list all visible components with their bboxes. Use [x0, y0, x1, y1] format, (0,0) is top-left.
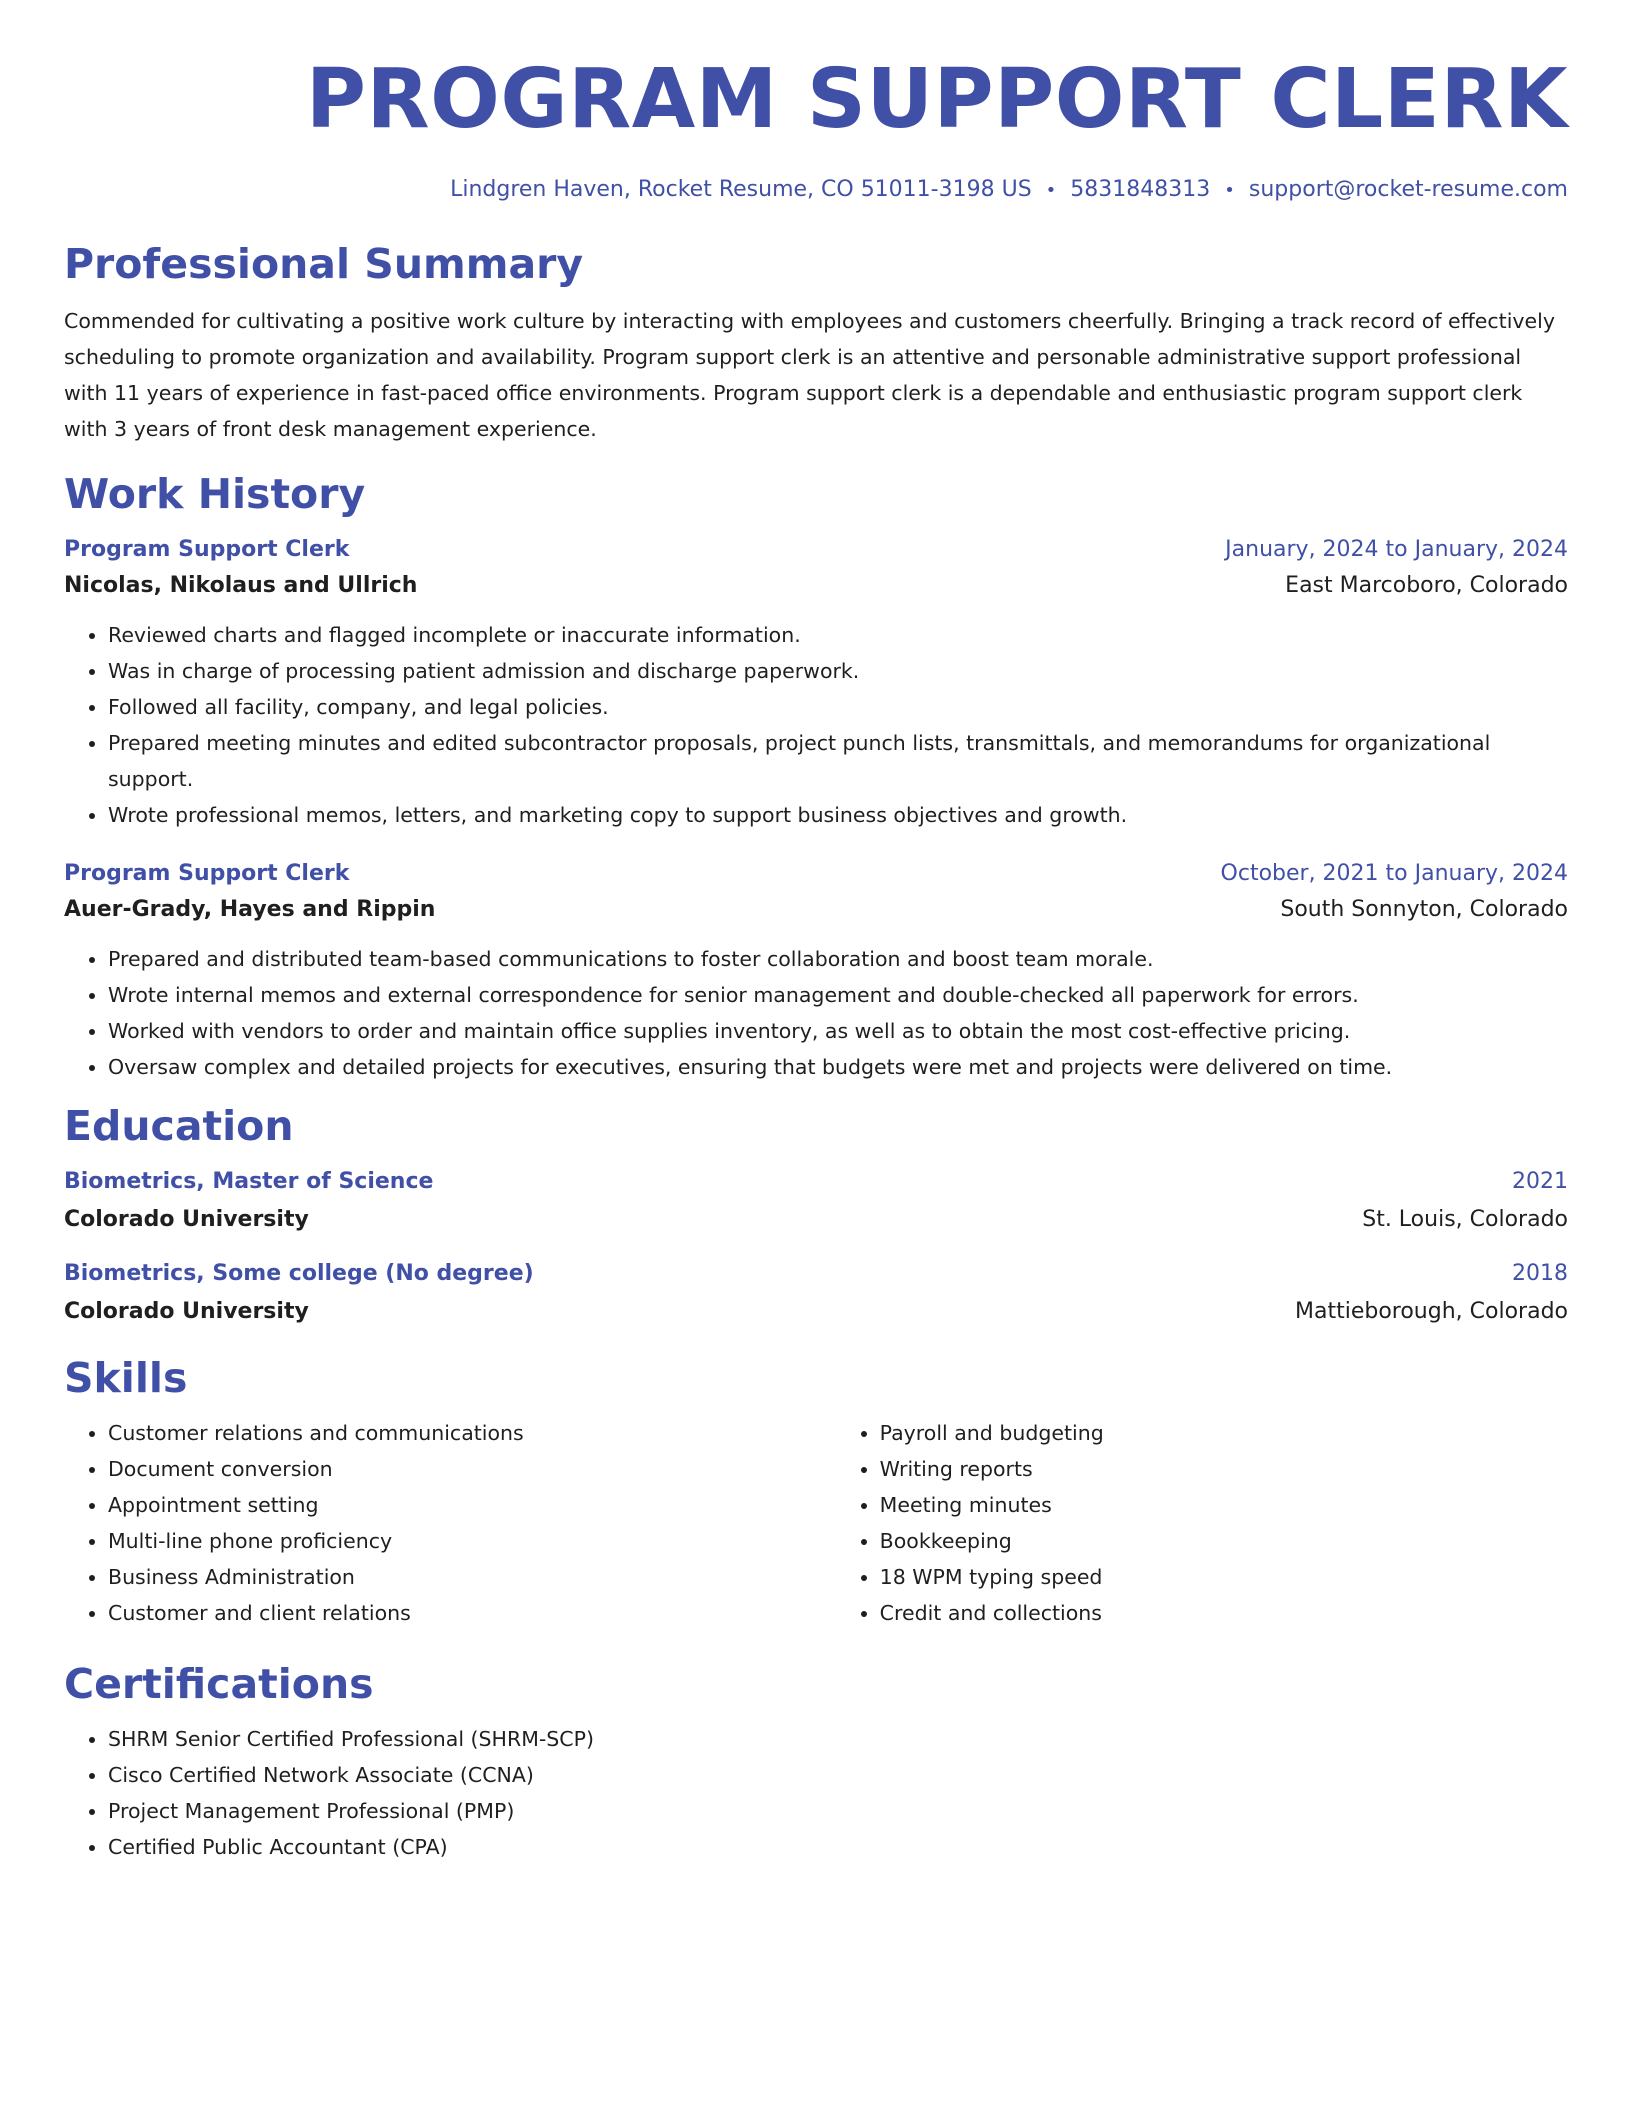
skills-section: [64, 1351, 1568, 1631]
job-company: Auer-Grady, Hayes and Rippin: [64, 897, 436, 922]
list-item: • Reviewed charts and flagged incomplete or inaccurate information.: [108, 617, 1568, 653]
section-title: Professional Summary: [64, 240, 584, 288]
job-title: Program Support Clerk: [64, 861, 350, 886]
education-section: [64, 1099, 1568, 1333]
skill-item: • Writing reports: [880, 1451, 1568, 1487]
job-header-row: [64, 857, 1568, 891]
work-history-section: [64, 467, 1568, 1085]
education-degree: Biometrics, Master of Science: [64, 1169, 434, 1194]
education-school: Colorado University: [64, 1207, 309, 1232]
list-item: • Was in charge of processing patient admission and discharge paperwork.: [108, 653, 1568, 689]
education-entry: [64, 1165, 1568, 1241]
contact-separator: •: [1224, 180, 1235, 201]
education-school-row: [64, 1291, 1568, 1333]
list-item: • Worked with vendors to order and maintain office supplies inventory, as well as to obtain the most cost-effective pricing.: [108, 1013, 1568, 1049]
skill-item: • Multi-line phone proficiency: [108, 1523, 836, 1559]
skill-item: • Document conversion: [108, 1451, 836, 1487]
job-bullets: [64, 941, 1568, 1085]
skill-item: • Customer relations and communications: [108, 1415, 836, 1451]
skills-columns: [64, 1415, 1568, 1631]
certifications-list: [64, 1721, 1568, 1865]
job-entry: [64, 857, 1568, 1085]
job-title: Program Support Clerk: [64, 537, 350, 562]
job-location: East Marcoboro, Colorado: [1285, 573, 1568, 598]
skill-item: • Appointment setting: [108, 1487, 836, 1523]
contact-separator: •: [1045, 180, 1057, 201]
list-item: • Followed all facility, company, and legal policies.: [108, 689, 1568, 725]
contact-line: [64, 174, 1568, 207]
skill-item: • 18 WPM typing speed: [880, 1559, 1568, 1595]
education-location: St. Louis, Colorado: [1362, 1207, 1568, 1232]
job-header-row: [64, 533, 1568, 567]
education-header-row: [64, 1165, 1568, 1199]
certification-item: • SHRM Senior Certified Professional (SHRM-SCP): [108, 1721, 1568, 1757]
certification-item: • Certified Public Accountant (CPA): [108, 1829, 1568, 1865]
education-location: Mattieborough, Colorado: [1295, 1299, 1568, 1324]
certification-item: • Cisco Certified Network Associate (CCNA): [108, 1757, 1568, 1793]
job-company: Nicolas, Nikolaus and Ullrich: [64, 573, 418, 598]
resume-page: [64, 52, 1568, 1865]
section-title: Certifications: [64, 1660, 374, 1708]
education-year: 2018: [1512, 1261, 1568, 1286]
skill-item: • Credit and collections: [880, 1595, 1568, 1631]
section-title: Skills: [64, 1354, 188, 1402]
job-dates: January, 2024 to January, 2024: [1225, 537, 1568, 562]
contact-address: Lindgren Haven, Rocket Resume, CO 51011-3198 US: [450, 177, 1032, 202]
education-year: 2021: [1512, 1169, 1568, 1194]
skill-item: • Payroll and budgeting: [880, 1415, 1568, 1451]
education-header-row: [64, 1257, 1568, 1291]
education-school: Colorado University: [64, 1299, 309, 1324]
skill-item: • Meeting minutes: [880, 1487, 1568, 1523]
list-item: • Prepared meeting minutes and edited subcontractor proposals, project punch lists, transmittals, and memorandums for organizational support.: [108, 725, 1568, 797]
list-item: • Prepared and distributed team-based communications to foster collaboration and boost team morale.: [108, 941, 1568, 977]
contact-phone: 5831848313: [1070, 177, 1211, 202]
job-entry: [64, 533, 1568, 833]
section-title: Work History: [64, 470, 366, 518]
education-entry: [64, 1257, 1568, 1333]
section-title: Education: [64, 1102, 294, 1150]
summary-text: Commended for cultivating a positive work culture by interacting with employees and customers cheerfully. Bringing a track record of effectively scheduling to promote organization and availability. Program support clerk is an attentive and personable administrative support professional with 11 years of experience in fast-paced office environments. Program support clerk is a dependable and enthusiastic program support clerk with 3 years of front desk management experience.: [64, 309, 1555, 441]
contact-email: support@rocket-resume.com: [1248, 177, 1568, 202]
certification-item: • Project Management Professional (PMP): [108, 1793, 1568, 1829]
job-company-row: [64, 891, 1568, 929]
skills-list-left: [64, 1415, 836, 1631]
skill-item: • Bookkeeping: [880, 1523, 1568, 1559]
job-location: South Sonnyton, Colorado: [1280, 897, 1568, 922]
certifications-section: [64, 1657, 1568, 1865]
resume-name: PROGRAM SUPPORT CLERK: [305, 52, 1568, 147]
professional-summary-section: [64, 237, 1568, 447]
list-item: • Wrote internal memos and external correspondence for senior management and double-checked all paperwork for errors.: [108, 977, 1568, 1013]
education-degree: Biometrics, Some college (No degree): [64, 1261, 534, 1286]
skill-item: • Business Administration: [108, 1559, 836, 1595]
job-company-row: [64, 567, 1568, 605]
job-bullets: [64, 617, 1568, 833]
education-school-row: [64, 1199, 1568, 1241]
list-item: • Wrote professional memos, letters, and marketing copy to support business objectives and growth.: [108, 797, 1568, 833]
job-dates: October, 2021 to January, 2024: [1220, 861, 1568, 886]
skill-item: • Customer and client relations: [108, 1595, 836, 1631]
skills-list-right: [836, 1415, 1568, 1631]
list-item: • Oversaw complex and detailed projects for executives, ensuring that budgets were met and projects were delivered on time.: [108, 1049, 1568, 1085]
